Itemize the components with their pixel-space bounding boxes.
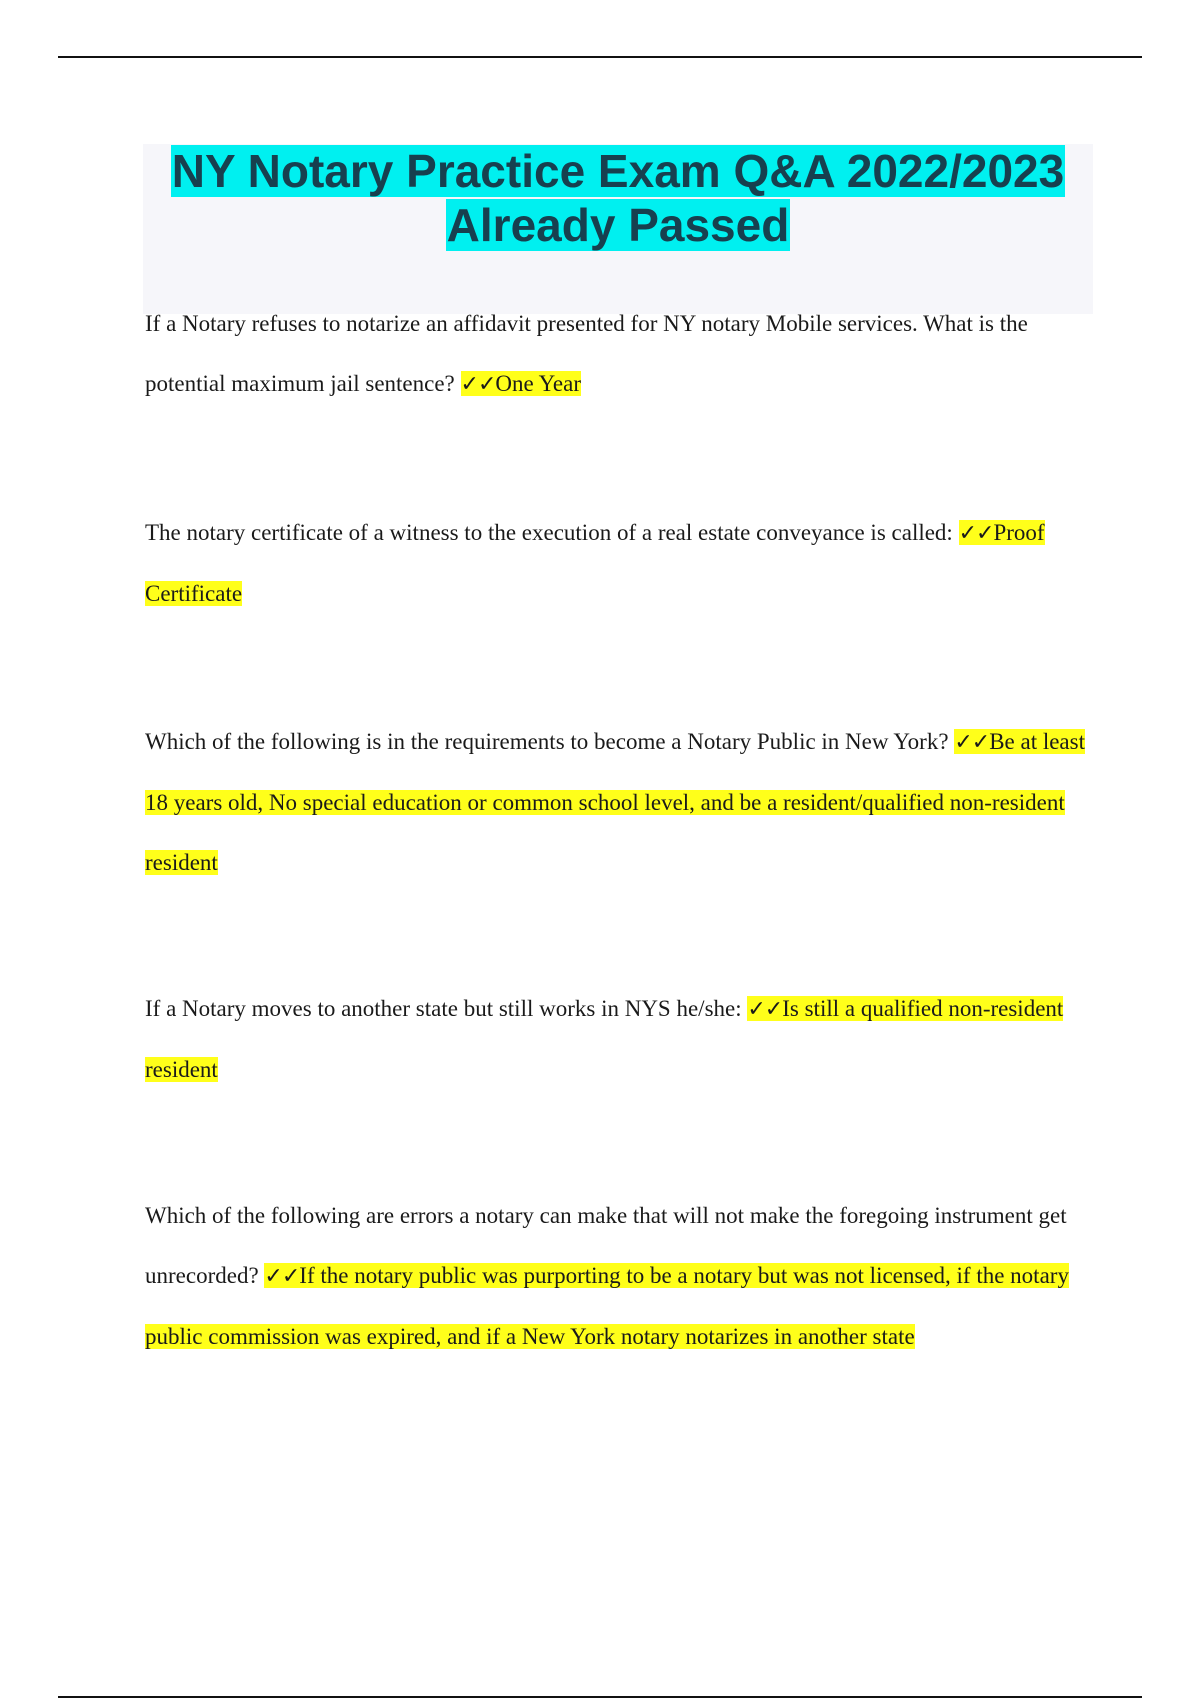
answer-highlight xyxy=(145,1263,1069,1349)
double-check-icon: ✓✓ xyxy=(747,997,783,1022)
bottom-rule xyxy=(58,1696,1142,1698)
answer-highlight xyxy=(461,371,581,396)
top-rule xyxy=(58,56,1142,58)
page-title xyxy=(143,144,1093,252)
answer-text: Be at least 18 years old, No special education or common school level, and be a resident/qualified non-resident resident xyxy=(145,729,1085,875)
answer-text: If the notary public was purporting to be a notary but was not licensed, if the notary public commission was expired, and if a New York notary notarizes in another state xyxy=(145,1263,1069,1349)
answer-text: Is still a qualified non-resident resident xyxy=(145,996,1064,1082)
double-check-icon: ✓✓ xyxy=(264,1264,300,1289)
answer-text: Proof Certificate xyxy=(145,520,1045,606)
answer-text: One Year xyxy=(495,371,581,396)
question-text: If a Notary moves to another state but still works in NYS he/she: xyxy=(145,996,742,1021)
qa-list xyxy=(145,294,1095,1367)
qa-item xyxy=(145,1186,1095,1367)
double-check-icon: ✓✓ xyxy=(958,521,994,546)
double-check-icon: ✓✓ xyxy=(460,372,496,397)
question-text: Which of the following is in the requirements to become a Notary Public in New York? xyxy=(145,729,949,754)
title-block xyxy=(143,144,1093,314)
title-line-1: NY Notary Practice Exam Q&A 2022/2023 xyxy=(171,145,1065,197)
qa-item xyxy=(145,979,1095,1100)
qa-item xyxy=(145,503,1095,624)
title-line-2: Already Passed xyxy=(446,199,790,251)
question-text: The notary certificate of a witness to the execution of a real estate conveyance is called: xyxy=(145,520,953,545)
double-check-icon: ✓✓ xyxy=(954,730,990,755)
question-text: If a Notary refuses to notarize an affidavit presented for NY notary Mobile services. What is the potential maximum jail sentence? xyxy=(145,311,1028,396)
qa-item xyxy=(145,712,1095,893)
qa-item xyxy=(145,294,1095,415)
question-text: Which of the following are errors a notary can make that will not make the foregoing instrument get unrecorded? xyxy=(145,1203,1067,1288)
